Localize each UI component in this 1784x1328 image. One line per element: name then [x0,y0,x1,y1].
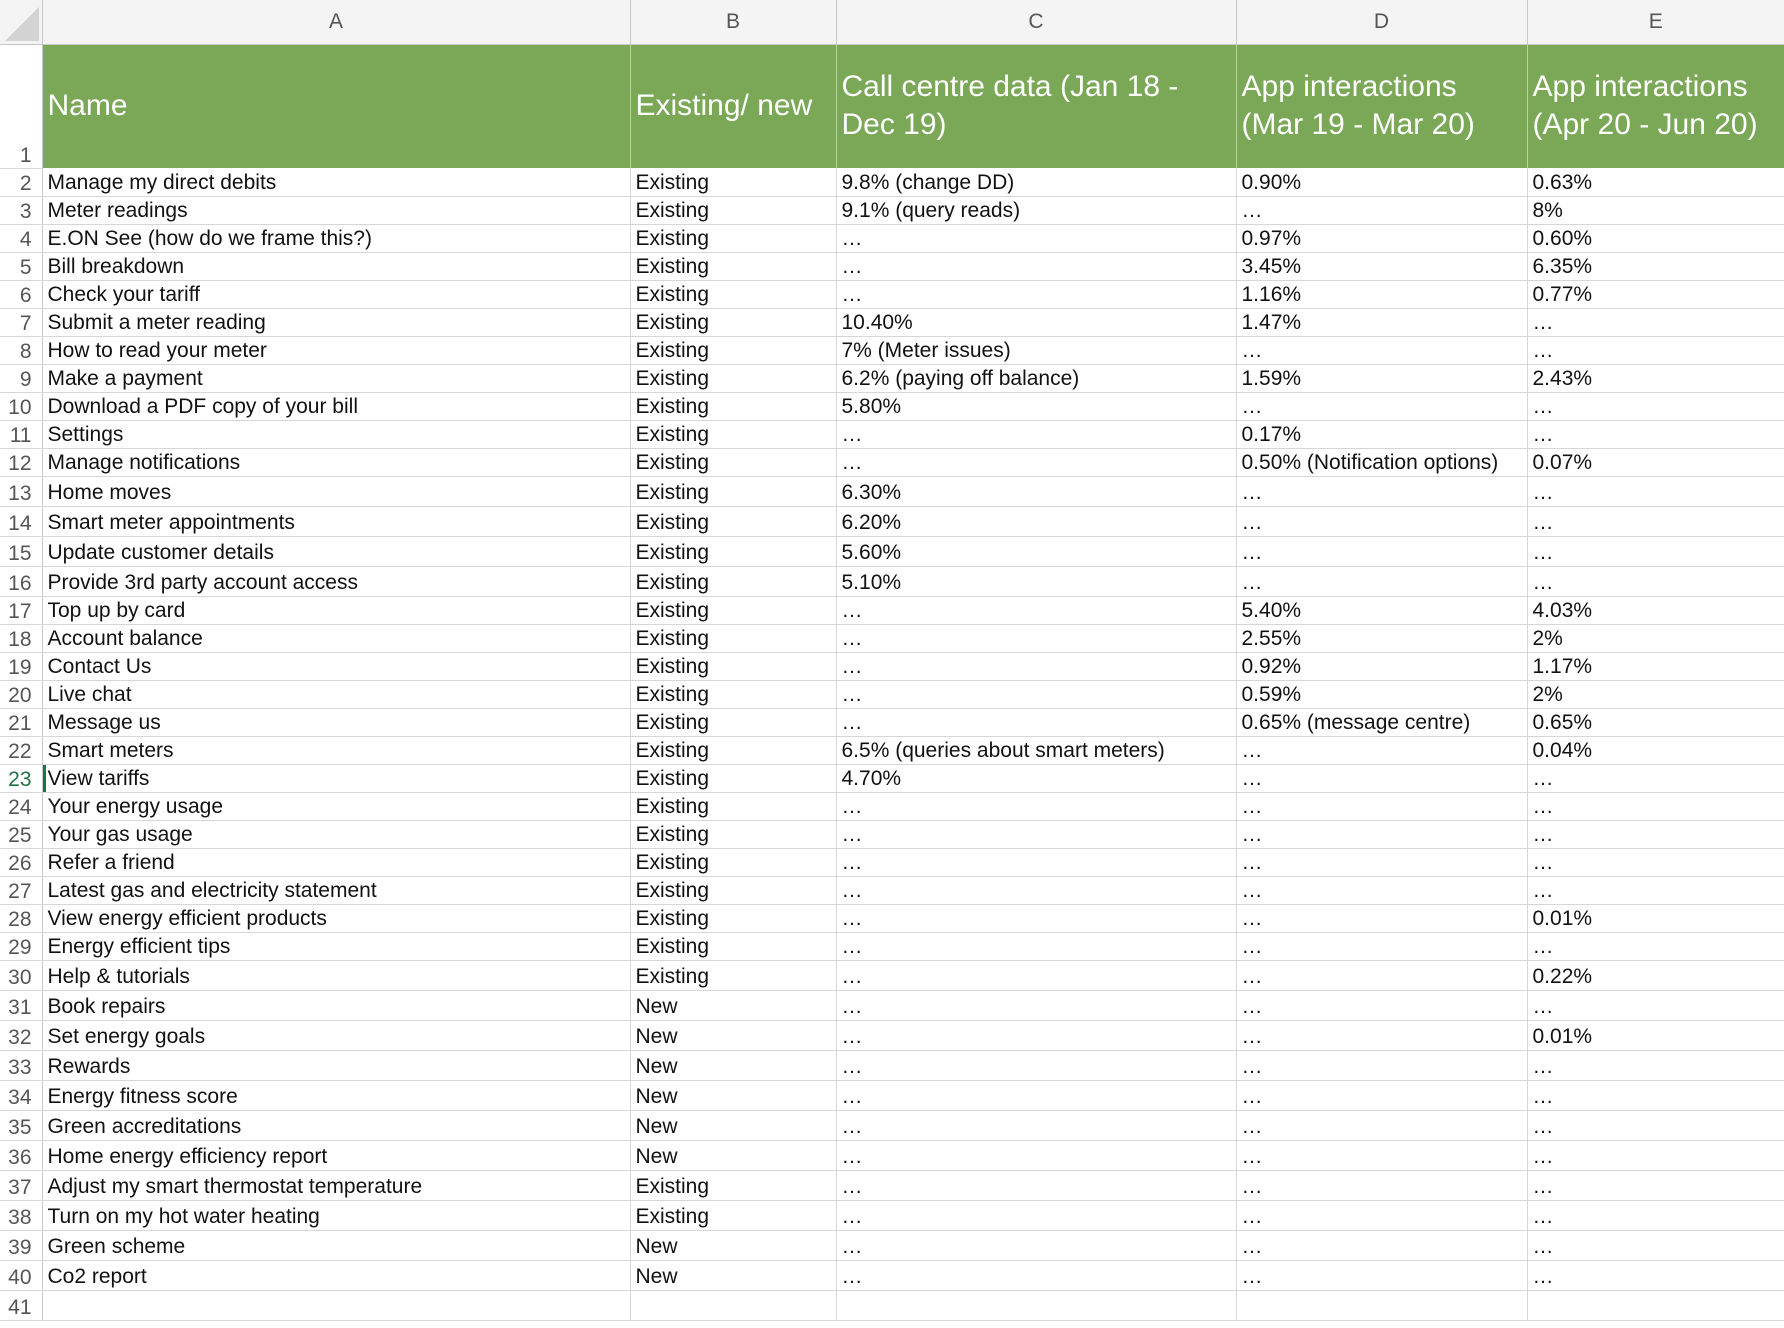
row-header[interactable]: 23 [0,764,42,792]
cell-name[interactable]: Manage my direct debits [42,168,630,196]
cell-status[interactable]: Existing [630,932,836,960]
cell-app-interactions-2[interactable]: 8% [1527,196,1784,224]
header-cell-status[interactable]: Existing/ new [630,44,836,168]
table-row [0,566,1784,596]
table-row [0,932,1784,960]
cell-app-interactions-2[interactable]: … [1527,820,1784,848]
row-header[interactable]: 25 [0,820,42,848]
select-all-corner[interactable] [0,0,42,44]
table-row [0,708,1784,736]
row-header[interactable]: 37 [0,1170,42,1200]
cell-call-centre[interactable]: … [836,708,1236,736]
row-header[interactable]: 31 [0,990,42,1020]
cell-app-interactions-1[interactable]: 0.97% [1236,224,1527,252]
table-row [0,1080,1784,1110]
cell-app-interactions-2[interactable]: 0.07% [1527,448,1784,476]
cell-call-centre[interactable]: … [836,448,1236,476]
cell-call-centre[interactable]: 9.1% (query reads) [836,196,1236,224]
cell-name[interactable]: View energy efficient products [42,904,630,932]
table-row [0,876,1784,904]
cell-status[interactable]: Existing [630,224,836,252]
table-row [0,736,1784,764]
table-row [0,680,1784,708]
cell-name[interactable]: View tariffs [42,764,630,792]
table-row [0,820,1784,848]
cell-app-interactions-2[interactable]: … [1527,1170,1784,1200]
cell-app-interactions-2[interactable]: … [1527,420,1784,448]
cell-app-interactions-1[interactable]: … [1236,904,1527,932]
cell-app-interactions-2[interactable]: … [1527,1200,1784,1230]
cell-status[interactable] [630,1290,836,1320]
table-row [0,960,1784,990]
cell-app-interactions-2[interactable]: 0.77% [1527,280,1784,308]
cell-app-interactions-2[interactable]: … [1527,876,1784,904]
row-header[interactable]: 9 [0,364,42,392]
cell-call-centre[interactable]: … [836,280,1236,308]
cell-status[interactable]: New [630,1110,836,1140]
row-header[interactable]: 20 [0,680,42,708]
cell-name[interactable]: Submit a meter reading [42,308,630,336]
cell-name[interactable]: Adjust my smart thermostat temperature [42,1170,630,1200]
column-header-d[interactable]: D [1236,0,1527,44]
cell-app-interactions-1[interactable]: … [1236,1020,1527,1050]
cell-name[interactable]: Set energy goals [42,1020,630,1050]
cell-name[interactable]: Co2 report [42,1260,630,1290]
cell-call-centre[interactable]: … [836,252,1236,280]
row-header[interactable]: 11 [0,420,42,448]
cell-status[interactable]: Existing [630,820,836,848]
cell-status[interactable]: Existing [630,476,836,506]
cell-name[interactable]: Live chat [42,680,630,708]
table-row [0,792,1784,820]
cell-call-centre[interactable]: … [836,792,1236,820]
cell-call-centre[interactable]: … [836,990,1236,1020]
cell-app-interactions-2[interactable]: … [1527,1260,1784,1290]
cell-status[interactable]: Existing [630,364,836,392]
cell-app-interactions-1[interactable]: … [1236,932,1527,960]
cell-call-centre[interactable]: … [836,820,1236,848]
row-header[interactable]: 27 [0,876,42,904]
cell-call-centre[interactable]: … [836,1020,1236,1050]
cell-app-interactions-1[interactable]: 1.16% [1236,280,1527,308]
cell-app-interactions-2[interactable]: … [1527,848,1784,876]
row-header[interactable]: 13 [0,476,42,506]
cell-app-interactions-1[interactable]: 0.65% (message centre) [1236,708,1527,736]
cell-name[interactable]: Settings [42,420,630,448]
cell-app-interactions-1[interactable]: 1.59% [1236,364,1527,392]
cell-app-interactions-1[interactable]: … [1236,1230,1527,1260]
cell-app-interactions-1[interactable]: … [1236,848,1527,876]
cell-app-interactions-1[interactable]: … [1236,1260,1527,1290]
cell-status[interactable]: Existing [630,876,836,904]
cell-call-centre[interactable]: … [836,960,1236,990]
cell-call-centre[interactable]: 6.5% (queries about smart meters) [836,736,1236,764]
cell-call-centre[interactable]: 9.8% (change DD) [836,168,1236,196]
cell-name[interactable]: Bill breakdown [42,252,630,280]
table-row [0,364,1784,392]
cell-call-centre[interactable]: … [836,1260,1236,1290]
cell-status[interactable]: New [630,1140,836,1170]
cell-name[interactable]: Green accreditations [42,1110,630,1140]
cell-app-interactions-1[interactable]: 3.45% [1236,252,1527,280]
cell-status[interactable]: Existing [630,392,836,420]
table-row [0,764,1784,792]
cell-app-interactions-2[interactable]: 4.03% [1527,596,1784,624]
table-row [0,168,1784,196]
cell-name[interactable]: Message us [42,708,630,736]
cell-app-interactions-1[interactable]: … [1236,960,1527,990]
table-row [0,1200,1784,1230]
table-row [0,848,1784,876]
cell-app-interactions-2[interactable]: 2.43% [1527,364,1784,392]
cell-status[interactable]: Existing [630,252,836,280]
cell-app-interactions-1[interactable]: … [1236,476,1527,506]
table-row [0,1230,1784,1260]
cell-app-interactions-1[interactable]: … [1236,876,1527,904]
cell-status[interactable]: Existing [630,708,836,736]
cell-call-centre[interactable]: … [836,680,1236,708]
table-row [0,224,1784,252]
cell-call-centre[interactable]: 10.40% [836,308,1236,336]
row-header[interactable]: 21 [0,708,42,736]
cell-call-centre[interactable]: … [836,596,1236,624]
cell-name[interactable]: E.ON See (how do we frame this?) [42,224,630,252]
header-cell-app-interactions-1[interactable]: App interactions (Mar 19 - Mar 20) [1236,44,1527,168]
cell-call-centre[interactable]: … [836,1110,1236,1140]
cell-name[interactable]: Rewards [42,1050,630,1080]
cell-call-centre[interactable]: 6.30% [836,476,1236,506]
cell-app-interactions-1[interactable]: … [1236,566,1527,596]
cell-call-centre[interactable]: … [836,1140,1236,1170]
cell-app-interactions-2[interactable]: … [1527,1140,1784,1170]
table-row [0,196,1784,224]
cell-status[interactable]: Existing [630,652,836,680]
table-row [0,420,1784,448]
cell-call-centre[interactable]: … [836,1200,1236,1230]
cell-app-interactions-2[interactable]: … [1527,1230,1784,1260]
cell-app-interactions-2[interactable]: … [1527,566,1784,596]
cell-name[interactable]: Account balance [42,624,630,652]
cell-app-interactions-1[interactable]: 2.55% [1236,624,1527,652]
cell-name[interactable]: Energy efficient tips [42,932,630,960]
row-header[interactable]: 29 [0,932,42,960]
cell-status[interactable]: Existing [630,506,836,536]
cell-name[interactable]: Smart meters [42,736,630,764]
row-header[interactable]: 24 [0,792,42,820]
row-header[interactable]: 16 [0,566,42,596]
cell-name[interactable]: Energy fitness score [42,1080,630,1110]
row-header[interactable]: 33 [0,1050,42,1080]
cell-app-interactions-1[interactable]: … [1236,1200,1527,1230]
cell-name[interactable]: Download a PDF copy of your bill [42,392,630,420]
cell-status[interactable]: Existing [630,624,836,652]
row-header[interactable]: 2 [0,168,42,196]
cell-app-interactions-2[interactable]: 0.01% [1527,1020,1784,1050]
cell-status[interactable]: Existing [630,448,836,476]
column-header-b[interactable]: B [630,0,836,44]
row-header[interactable]: 6 [0,280,42,308]
cell-status[interactable]: Existing [630,764,836,792]
cell-status[interactable]: Existing [630,960,836,990]
cell-app-interactions-2[interactable]: 1.17% [1527,652,1784,680]
cell-status[interactable]: New [630,990,836,1020]
cell-call-centre[interactable]: … [836,1050,1236,1080]
cell-status[interactable]: Existing [630,596,836,624]
row-header[interactable]: 28 [0,904,42,932]
row-header[interactable]: 8 [0,336,42,364]
cell-status[interactable]: Existing [630,196,836,224]
cell-app-interactions-1[interactable]: … [1236,792,1527,820]
cell-call-centre[interactable]: … [836,1170,1236,1200]
cell-app-interactions-1[interactable]: … [1236,336,1527,364]
row-header[interactable]: 10 [0,392,42,420]
row-header[interactable]: 17 [0,596,42,624]
cell-status[interactable]: New [630,1050,836,1080]
row-header[interactable]: 14 [0,506,42,536]
cell-name[interactable]: How to read your meter [42,336,630,364]
table-row [0,448,1784,476]
cell-app-interactions-1[interactable]: 5.40% [1236,596,1527,624]
table-row [0,1050,1784,1080]
cell-status[interactable]: Existing [630,336,836,364]
column-header-c[interactable]: C [836,0,1236,44]
cell-status[interactable]: Existing [630,792,836,820]
cell-status[interactable]: New [630,1230,836,1260]
cell-app-interactions-1[interactable]: 0.50% (Notification options) [1236,448,1527,476]
cell-status[interactable]: New [630,1020,836,1050]
table-row [0,1110,1784,1140]
table-row [0,624,1784,652]
cell-app-interactions-2[interactable]: … [1527,536,1784,566]
table-row [0,1020,1784,1050]
cell-status[interactable]: Existing [630,280,836,308]
cell-app-interactions-1[interactable]: … [1236,536,1527,566]
table-row [0,596,1784,624]
cell-name[interactable]: Home energy efficiency report [42,1140,630,1170]
cell-app-interactions-1[interactable]: 0.92% [1236,652,1527,680]
row-header[interactable]: 15 [0,536,42,566]
cell-app-interactions-2[interactable]: … [1527,932,1784,960]
cell-call-centre[interactable]: … [836,624,1236,652]
cell-call-centre[interactable]: 6.2% (paying off balance) [836,364,1236,392]
header-cell-name[interactable]: Name [42,44,630,168]
cell-call-centre[interactable]: 5.10% [836,566,1236,596]
cell-name[interactable]: Manage notifications [42,448,630,476]
row-header[interactable]: 26 [0,848,42,876]
table-row [0,506,1784,536]
cell-app-interactions-2[interactable]: 0.65% [1527,708,1784,736]
select-all-icon [5,7,39,41]
header-cell-app-interactions-2[interactable]: App interactions (Apr 20 - Jun 20) [1527,44,1784,168]
cell-app-interactions-2[interactable]: … [1527,1080,1784,1110]
table-row [0,1290,1784,1320]
cell-app-interactions-2[interactable]: 0.60% [1527,224,1784,252]
cell-call-centre[interactable]: … [836,1230,1236,1260]
table-row [0,536,1784,566]
row-header[interactable]: 39 [0,1230,42,1260]
table-row [0,476,1784,506]
cell-app-interactions-1[interactable] [1236,1290,1527,1320]
row-header[interactable]: 5 [0,252,42,280]
cell-call-centre[interactable]: … [836,876,1236,904]
cell-name[interactable]: Latest gas and electricity statement [42,876,630,904]
cell-app-interactions-2[interactable]: … [1527,476,1784,506]
row-header[interactable]: 36 [0,1140,42,1170]
row-header[interactable]: 1 [0,44,42,168]
cell-name[interactable]: Turn on my hot water heating [42,1200,630,1230]
cell-call-centre[interactable]: 7% (Meter issues) [836,336,1236,364]
cell-call-centre[interactable]: 4.70% [836,764,1236,792]
cell-name[interactable]: Provide 3rd party account access [42,566,630,596]
cell-call-centre[interactable]: … [836,904,1236,932]
table-row [0,336,1784,364]
cell-call-centre[interactable]: … [836,224,1236,252]
cell-name[interactable]: Your energy usage [42,792,630,820]
cell-app-interactions-1[interactable]: 0.59% [1236,680,1527,708]
cell-name[interactable]: Update customer details [42,536,630,566]
cell-app-interactions-1[interactable]: … [1236,1080,1527,1110]
cell-status[interactable]: Existing [630,566,836,596]
table-row [0,652,1784,680]
cell-app-interactions-1[interactable]: 0.17% [1236,420,1527,448]
cell-name[interactable]: Book repairs [42,990,630,1020]
cell-app-interactions-2[interactable]: … [1527,506,1784,536]
cell-status[interactable]: Existing [630,680,836,708]
cell-status[interactable]: Existing [630,420,836,448]
cell-name[interactable]: Help & tutorials [42,960,630,990]
cell-call-centre[interactable]: … [836,932,1236,960]
cell-status[interactable]: Existing [630,1170,836,1200]
cell-call-centre[interactable]: 6.20% [836,506,1236,536]
cell-app-interactions-2[interactable]: … [1527,336,1784,364]
cell-name[interactable]: Meter readings [42,196,630,224]
cell-call-centre[interactable]: 5.60% [836,536,1236,566]
table-row [0,1170,1784,1200]
cell-status[interactable]: Existing [630,848,836,876]
cell-name[interactable]: Refer a friend [42,848,630,876]
cell-call-centre[interactable]: … [836,848,1236,876]
cell-app-interactions-2[interactable]: … [1527,1050,1784,1080]
cell-app-interactions-1[interactable]: … [1236,1050,1527,1080]
cell-status[interactable]: Existing [630,536,836,566]
cell-app-interactions-1[interactable]: … [1236,196,1527,224]
cell-app-interactions-2[interactable]: 0.22% [1527,960,1784,990]
cell-app-interactions-1[interactable]: … [1236,764,1527,792]
cell-call-centre[interactable]: … [836,652,1236,680]
table-row [0,280,1784,308]
table-row [0,904,1784,932]
cell-name[interactable] [42,1290,630,1320]
cell-name[interactable]: Check your tariff [42,280,630,308]
cell-app-interactions-2[interactable]: … [1527,392,1784,420]
cell-status[interactable]: Existing [630,904,836,932]
cell-app-interactions-1[interactable]: … [1236,736,1527,764]
row-header[interactable]: 35 [0,1110,42,1140]
cell-app-interactions-1[interactable]: … [1236,820,1527,848]
row-header[interactable]: 18 [0,624,42,652]
row-header[interactable]: 38 [0,1200,42,1230]
cell-app-interactions-1[interactable]: … [1236,990,1527,1020]
row-header[interactable]: 19 [0,652,42,680]
cell-status[interactable]: New [630,1260,836,1290]
cell-status[interactable]: Existing [630,308,836,336]
cell-app-interactions-1[interactable]: … [1236,1140,1527,1170]
cell-app-interactions-2[interactable]: … [1527,308,1784,336]
cell-call-centre[interactable]: … [836,1080,1236,1110]
cell-app-interactions-2[interactable]: … [1527,1110,1784,1140]
cell-app-interactions-1[interactable]: 1.47% [1236,308,1527,336]
cell-app-interactions-2[interactable]: 2% [1527,624,1784,652]
column-header-row [0,0,1784,44]
row-header[interactable]: 3 [0,196,42,224]
cell-call-centre[interactable] [836,1290,1236,1320]
cell-app-interactions-1[interactable]: … [1236,392,1527,420]
table-row [0,252,1784,280]
table-row [0,1140,1784,1170]
table-row [0,308,1784,336]
cell-call-centre[interactable]: 5.80% [836,392,1236,420]
cell-app-interactions-2[interactable]: … [1527,764,1784,792]
cell-app-interactions-1[interactable]: … [1236,1170,1527,1200]
row-header[interactable]: 41 [0,1290,42,1320]
row-header[interactable]: 40 [0,1260,42,1290]
cell-name[interactable]: Home moves [42,476,630,506]
cell-app-interactions-1[interactable]: … [1236,506,1527,536]
cell-app-interactions-2[interactable]: … [1527,792,1784,820]
row-header[interactable]: 4 [0,224,42,252]
cell-name[interactable]: Make a payment [42,364,630,392]
cell-app-interactions-2[interactable] [1527,1290,1784,1320]
row-header[interactable]: 12 [0,448,42,476]
header-cell-call-centre[interactable]: Call centre data (Jan 18 - Dec 19) [836,44,1236,168]
cell-call-centre[interactable]: … [836,420,1236,448]
cell-app-interactions-2[interactable]: 0.04% [1527,736,1784,764]
column-header-a[interactable]: A [42,0,630,44]
column-header-e[interactable]: E [1527,0,1784,44]
cell-app-interactions-1[interactable]: … [1236,1110,1527,1140]
table-row [0,1260,1784,1290]
cell-app-interactions-2[interactable]: … [1527,990,1784,1020]
cell-status[interactable]: Existing [630,736,836,764]
cell-status[interactable]: Existing [630,1200,836,1230]
cell-status[interactable]: Existing [630,168,836,196]
cell-status[interactable]: New [630,1080,836,1110]
cell-app-interactions-2[interactable]: 0.63% [1527,168,1784,196]
row-header[interactable]: 30 [0,960,42,990]
row-header[interactable]: 32 [0,1020,42,1050]
row-header[interactable]: 34 [0,1080,42,1110]
cell-app-interactions-2[interactable]: 2% [1527,680,1784,708]
header-row [0,44,1784,168]
cell-app-interactions-2[interactable]: 6.35% [1527,252,1784,280]
cell-app-interactions-2[interactable]: 0.01% [1527,904,1784,932]
cell-name[interactable]: Contact Us [42,652,630,680]
cell-name[interactable]: Smart meter appointments [42,506,630,536]
row-header[interactable]: 22 [0,736,42,764]
cell-name[interactable]: Green scheme [42,1230,630,1260]
row-header[interactable]: 7 [0,308,42,336]
table-row [0,990,1784,1020]
cell-name[interactable]: Top up by card [42,596,630,624]
cell-name[interactable]: Your gas usage [42,820,630,848]
table-row [0,392,1784,420]
cell-app-interactions-1[interactable]: 0.90% [1236,168,1527,196]
